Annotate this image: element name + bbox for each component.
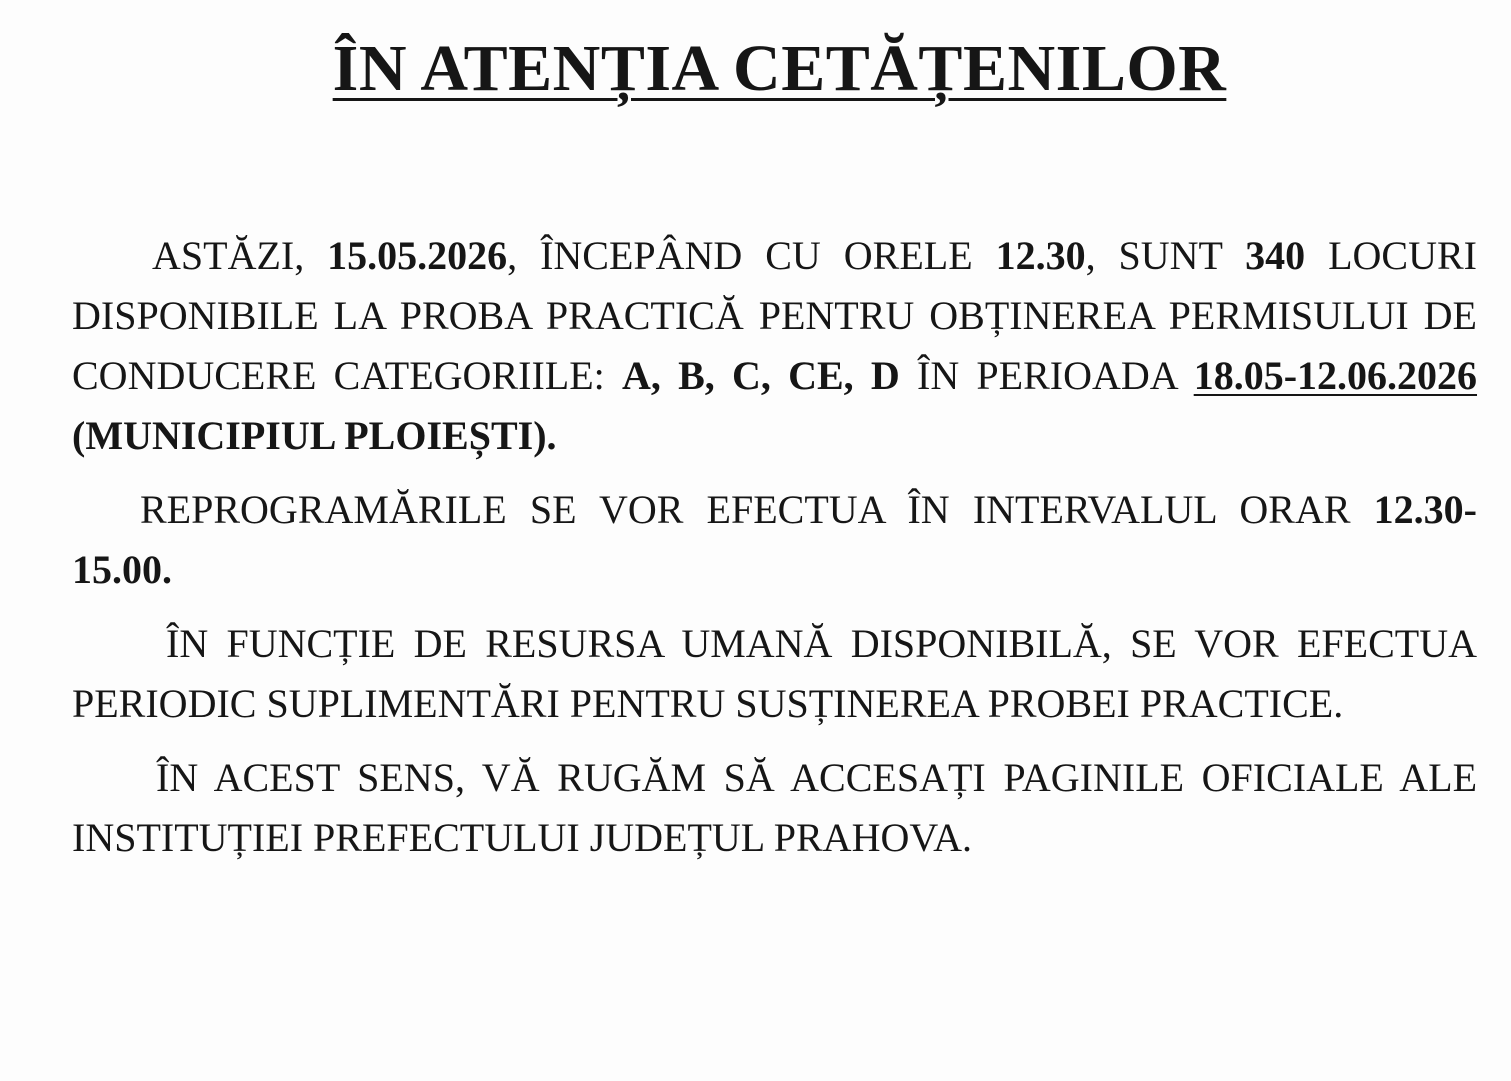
p1-text-5: ÎN PERIOADA: [899, 353, 1194, 398]
p1-text-1: ASTĂZI,: [152, 233, 328, 278]
p4-text: ÎN ACEST SENS, VĂ RUGĂM SĂ ACCESAȚI PAGINILE OFICIALE ALE INSTITUȚIEI PREFECTULUI JUDEȚUL PRAHOVA.: [72, 755, 1477, 860]
paragraph-supplements: [72, 614, 1477, 734]
notice-title-text: ÎN ATENȚIA CETĂȚENILOR: [332, 32, 1227, 105]
p1-date: 15.05.2026: [327, 233, 508, 278]
p1-time: 12.30: [995, 233, 1086, 278]
p3-text: ÎN FUNCȚIE DE RESURSA UMANĂ DISPONIBILĂ, SE VOR EFECTUA PERIODIC SUPLIMENTĂRI PENTRU SUSȚINEREA PROBEI PRACTICE.: [72, 621, 1477, 726]
notice-body: [72, 226, 1477, 868]
p1-text-4: LOCURI DISPONIBILE LA PROBA PRACTICĂ PENTRU OBȚINEREA PERMISULUI DE CONDUCERE CATEGORIILE:: [72, 233, 1477, 398]
p1-categories: A, B, C, CE, D: [621, 353, 900, 398]
p2-text-1: REPROGRAMĂRILE SE VOR EFECTUA ÎN INTERVALUL ORAR: [140, 487, 1374, 532]
p1-count: 340: [1245, 233, 1306, 278]
paragraph-official-pages: [72, 748, 1477, 868]
p2-interval: 12.30-15.00.: [72, 487, 1477, 592]
p1-location: (MUNICIPIUL PLOIEȘTI).: [72, 413, 557, 458]
p1-period: 18.05-12.06.2026: [1193, 353, 1478, 398]
p1-text-3: , SUNT: [1085, 233, 1246, 278]
notice-title: [72, 0, 1477, 108]
p1-text-2: , ÎNCEPÂND CU ORELE: [507, 233, 996, 278]
paragraph-reschedule: [72, 480, 1477, 600]
paragraph-availability: [72, 226, 1477, 466]
